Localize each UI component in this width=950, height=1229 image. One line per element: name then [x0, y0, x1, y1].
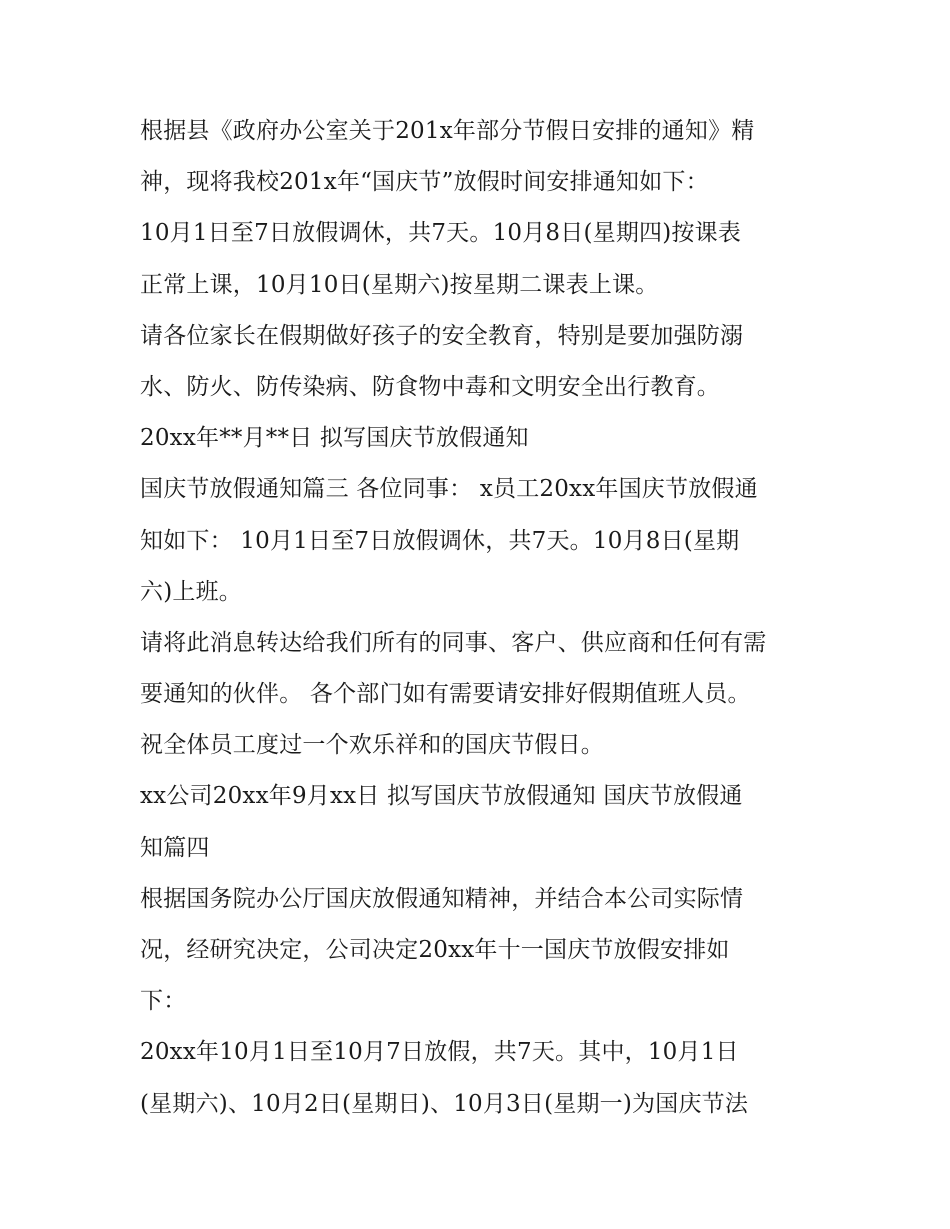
text-line: 请各位家长在假期做好孩子的安全教育，特别是要加强防溺 [140, 322, 744, 349]
text-line: 国庆节放假通知篇三 各位同事： x员工20xx年国庆节放假通 [140, 476, 758, 503]
text-line: 神，现将我校201x年“国庆节”放假时间安排通知如下： [140, 169, 709, 196]
text-line: 六)上班。 [140, 578, 242, 605]
text-line: 知篇四 [140, 834, 210, 861]
body-text [140, 106, 830, 1130]
text-line: 水、防火、防传染病、防食物中毒和文明安全出行教育。 [140, 373, 720, 400]
text-line: 况，经研究决定，公司决定20xx年十一国庆节放假安排如 [140, 937, 730, 963]
text-line: 祝全体员工度过一个欢乐祥和的国庆节假日。 [140, 732, 604, 759]
text-line: 要通知的伙伴。 各个部门如有需要请安排好假期值班人员。 [140, 681, 751, 708]
text-line: xx公司20xx年9月xx日 拟写国庆节放假通知 国庆节放假通 [140, 783, 743, 810]
text-line: 请将此消息转达给我们所有的同事、客户、供应商和任何有需 [140, 629, 767, 656]
text-line: 20xx年**月**日 拟写国庆节放假通知 [140, 425, 529, 452]
text-line: 知如下： 10月1日至7日放假调休，共7天。10月8日(星期 [140, 527, 740, 554]
text-line: 根据国务院办公厅国庆放假通知精神，并结合本公司实际情 [140, 885, 744, 912]
text-line: 10月1日至7日放假调休，共7天。10月8日(星期四)按课表 [140, 220, 742, 247]
text-line: 20xx年10月1日至10月7日放假，共7天。其中，10月1日 [140, 1039, 739, 1066]
text-line: (星期六)、10月2日(星期日)、10月3日(星期一)为国庆节法 [140, 1090, 749, 1117]
text-line: 下： [140, 988, 187, 1015]
text-line: 正常上课，10月10日(星期六)按星期二课表上课。 [140, 271, 659, 298]
text-line: 根据县《政府办公室关于201x年部分节假日安排的通知》精 [140, 118, 755, 144]
